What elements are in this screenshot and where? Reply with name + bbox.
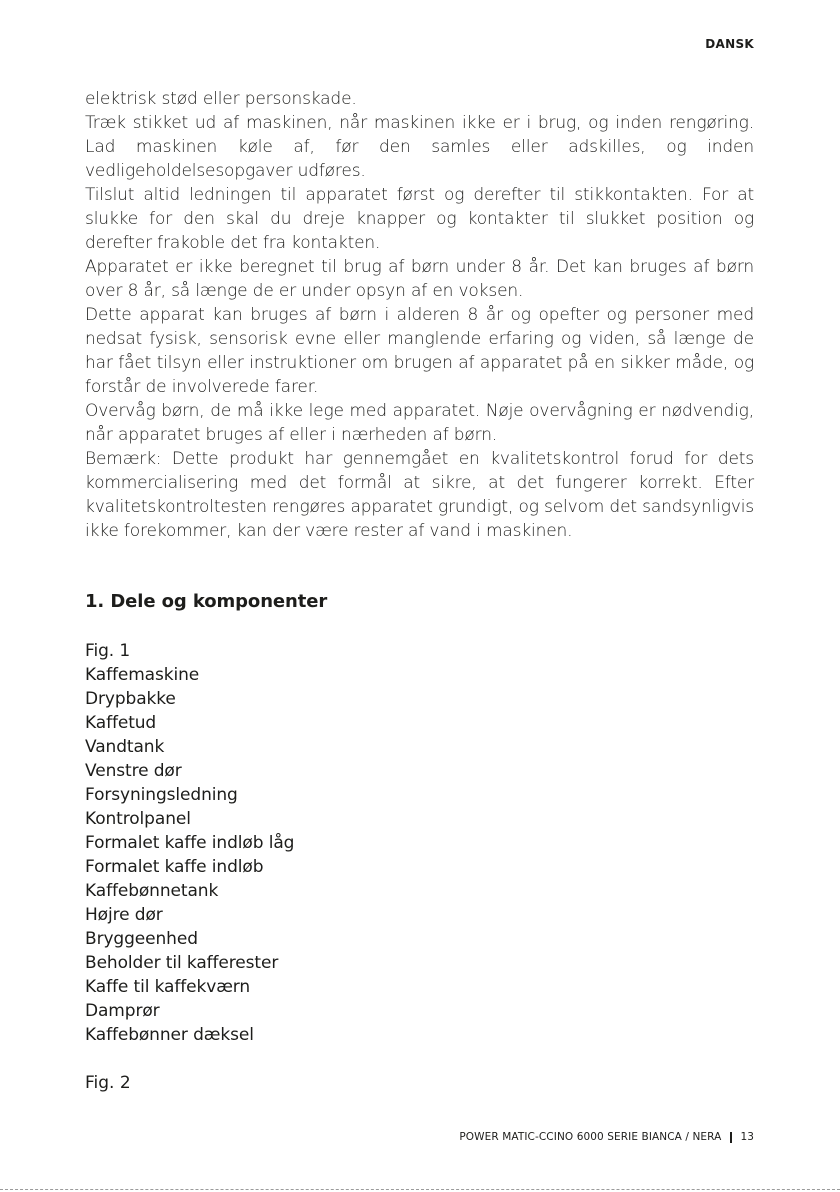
list-item: Kaffebønner dæksel	[85, 1025, 254, 1045]
product-name: POWER MATIC-CCINO 6000 SERIE BIANCA / NERA	[459, 1131, 722, 1143]
fig2-label: Fig. 2	[85, 1073, 131, 1093]
list-item: Drypbakke	[85, 689, 176, 709]
list-item: Venstre dør	[85, 761, 182, 781]
list-item: Kaffe til kaffekværn	[85, 977, 251, 997]
list-item: Formalet kaffe indløb låg	[85, 833, 295, 853]
list-item: Formalet kaffe indløb	[85, 857, 264, 877]
paragraph: Overvåg børn, de må ikke lege med apparatet. Nøje overvågning er nødvendig, når apparatet bruges af eller i nærheden af børn.	[85, 401, 754, 445]
list-item: Damprør	[85, 1001, 160, 1021]
list-item: Vandtank	[85, 737, 165, 757]
list-item: Kaffemaskine	[85, 665, 200, 685]
paragraph: Bemærk: Dette produkt har gennemgået en kvalitetskontrol forud for dets kommercialisering med det formål at sikre, at det fungerer korrekt. Efter kvalitetskontroltesten rengøres apparatet grundigt, og selvom det sandsynligvis ikke forekommer, kan der være rester af vand i maskinen.	[85, 449, 755, 541]
list-item: Beholder til kafferester	[85, 953, 279, 973]
list-item: Kaffetud	[85, 713, 157, 733]
paragraph: Tilslut altid ledningen til apparatet først og derefter til stikkontakten. For at slukke for den skal du dreje knapper og kontakter til slukket position og derefter frakoble det fra kontakten.	[85, 185, 754, 253]
crop-line	[0, 1189, 840, 1190]
paragraph: elektrisk stød eller personskade.	[85, 89, 357, 109]
parts-list	[85, 639, 294, 1047]
list-item: Forsyningsledning	[85, 785, 238, 805]
list-item: Højre dør	[85, 905, 163, 925]
fig1-label: Fig. 1	[85, 641, 131, 661]
footer-divider	[730, 1132, 732, 1143]
paragraph: Dette apparat kan bruges af børn i alderen 8 år og opefter og personer med nedsat fysisk, sensorisk evne eller manglende erfaring og viden, så længe de har fået tilsyn eller instruktioner om brugen af apparatet på en sikker måde, og forstår de involverede farer.	[85, 305, 754, 397]
section-title: 1. Dele og komponenter	[85, 591, 328, 612]
page-number: 13	[740, 1131, 754, 1143]
list-item: Kontrolpanel	[85, 809, 191, 829]
list-item: Kaffebønnetank	[85, 881, 219, 901]
page-footer	[459, 1131, 754, 1143]
paragraph: Apparatet er ikke beregnet til brug af børn under 8 år. Det kan bruges af børn over 8 år, så længe de er under opsyn af en voksen.	[85, 257, 754, 301]
language-label: DANSK	[705, 37, 754, 51]
list-item: Bryggeenhed	[85, 929, 198, 949]
safety-text	[85, 87, 754, 543]
paragraph: Træk stikket ud af maskinen, når maskinen ikke er i brug, og inden rengøring. Lad maskinen køle af, før den samles eller adskilles, og inden vedligeholdelsesopgaver udføres.	[85, 113, 754, 181]
